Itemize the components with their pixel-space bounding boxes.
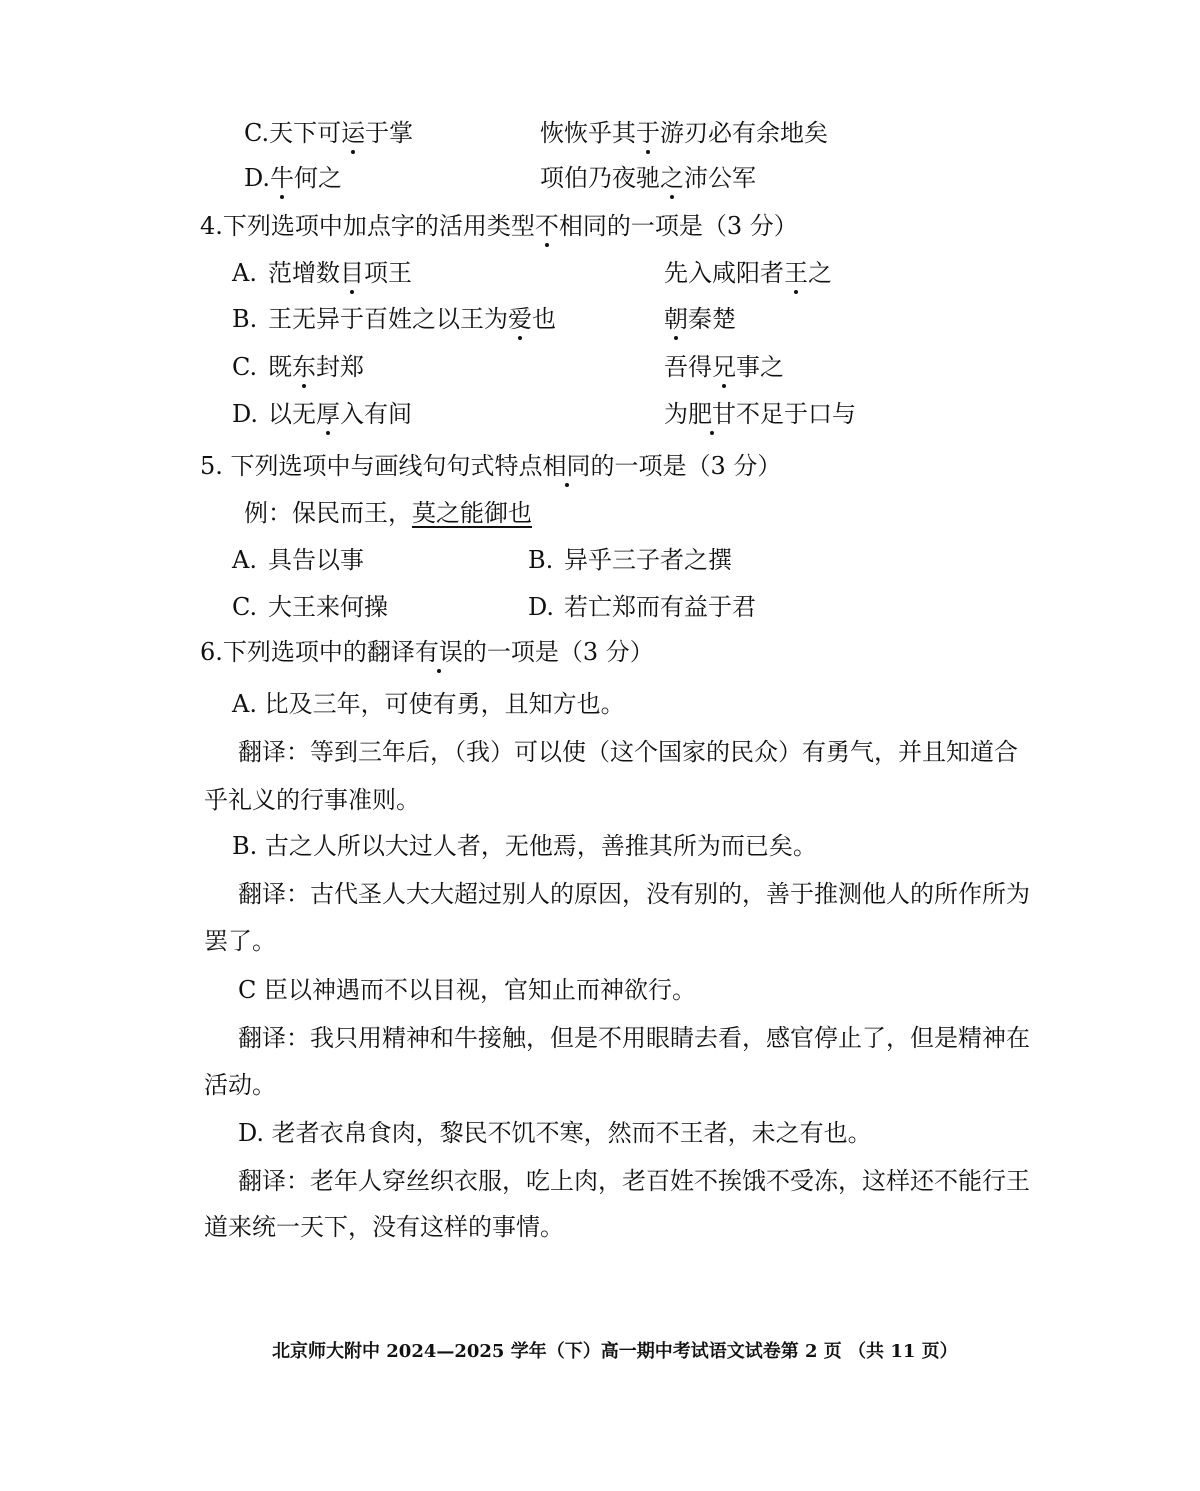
text: 封郑 (316, 353, 364, 381)
option-label: D. (528, 593, 555, 621)
text: 天下可 (269, 119, 342, 147)
text: 的一项是（3 分） (462, 638, 654, 666)
option-label: D. (244, 164, 271, 192)
q6-option-a-translation-1: 翻译：等到三年后，（我）可以使（这个国家的民众）有勇气，并且知道合 (238, 738, 1018, 766)
dotted-char: 运 (341, 119, 366, 147)
dotted-char: 相同 (542, 452, 591, 480)
q4-option-b-left (232, 304, 556, 334)
text: 吾得 (664, 353, 712, 381)
text: 5. 下列选项中与画线句句式特点 (200, 452, 543, 480)
option-label: A. (232, 546, 257, 574)
example-label: 例：保民而王， (244, 499, 412, 527)
q6-option-d-translation-1: 翻译：老年人穿丝织衣服，吃上肉，老百姓不挨饿不受冻，这样还不能行王 (238, 1167, 1030, 1195)
q4-option-c-right (664, 352, 784, 382)
text: 游刃必有余地矣 (660, 119, 828, 147)
text: 为 (664, 400, 688, 428)
q4-option-c-left (232, 352, 364, 382)
dotted-char: 肥甘 (688, 400, 736, 428)
dotted-char: 于 (636, 119, 660, 147)
option-label: C. (244, 119, 270, 147)
q4-option-b-right (664, 304, 736, 334)
dotted-char: 目 (340, 259, 364, 287)
text: 王无异于百姓之以王为 (268, 305, 508, 333)
option-label: C. (232, 353, 258, 381)
option-text: 异乎三子者之撰 (564, 546, 732, 574)
text: 项伯乃夜驰 (540, 164, 660, 192)
text: 事之 (736, 353, 784, 381)
q5-option-a (232, 545, 364, 575)
option-text: 具告以事 (268, 546, 364, 574)
q3-option-c-left (244, 118, 413, 148)
text: 4.下列选项中加点字的活用类型 (200, 212, 535, 240)
dotted-char: 王 (784, 259, 808, 287)
text: 也 (532, 305, 556, 333)
q6-option-c-translation-1: 翻译：我只用精神和牛接触，但是不用眼睛去看，感官停止了，但是精神在 (238, 1024, 1030, 1052)
q6-option-a-translation-2: 乎礼义的行事准则。 (204, 786, 420, 814)
q6-option-d-sentence: D. 老者衣帛食肉，黎民不饥不寒，然而不王者，未之有也。 (238, 1119, 872, 1147)
underlined-sentence: 莫之能御也 (412, 499, 532, 527)
text: 秦楚 (688, 305, 736, 333)
text: 既 (268, 353, 292, 381)
text: 相同的一项是（3 分） (558, 212, 798, 240)
option-label: B. (232, 305, 258, 333)
q5-option-b (528, 545, 732, 575)
dotted-char: 东 (292, 353, 316, 381)
text: 的一项是（3 分） (590, 452, 782, 480)
text: 沛公军 (684, 164, 756, 192)
dotted-char: 爱 (508, 305, 532, 333)
q4-option-d-right (664, 399, 856, 429)
page-footer: 北京师大附中 2024—2025 学年（下）高一期中考试语文试卷第 2 页 （共 11 页） (272, 1341, 958, 1362)
q4-option-a-right (664, 258, 832, 288)
text: 入有间 (340, 400, 412, 428)
q6-stem (200, 637, 654, 667)
q3-option-d-left (244, 163, 342, 193)
q4-option-d-left (232, 399, 412, 429)
text: 以无 (268, 400, 316, 428)
q6-option-b-translation-2: 罢了。 (204, 927, 276, 955)
q5-stem (200, 451, 781, 481)
q6-option-b-sentence: B. 古之人所以大过人者，无他焉，善推其所为而已矣。 (232, 832, 817, 860)
text: 范增数 (268, 259, 340, 287)
option-text: 大王来何操 (268, 593, 388, 621)
dotted-char: 朝 (664, 305, 688, 333)
q4-option-a-left (232, 258, 412, 288)
option-label: C. (232, 593, 258, 621)
text: 何之 (294, 164, 343, 192)
option-text: 若亡郑而有益于君 (564, 593, 756, 621)
text: 于掌 (365, 119, 414, 147)
q3-option-d-right (540, 163, 756, 193)
q6-option-d-translation-2: 道来统一天下，没有这样的事情。 (204, 1213, 564, 1241)
option-label: D. (232, 400, 259, 428)
q5-example (244, 498, 532, 528)
q6-option-a-sentence: A. 比及三年，可使有勇，且知方也。 (232, 690, 625, 718)
q6-option-c-translation-2: 活动。 (204, 1071, 276, 1099)
dotted-char: 兄 (712, 353, 736, 381)
option-label: A. (232, 259, 257, 287)
dotted-char: 之 (660, 164, 684, 192)
q4-stem (200, 211, 798, 241)
q5-option-d (528, 592, 756, 622)
dotted-char: 牛 (270, 164, 295, 192)
text: 恢恢乎其 (540, 119, 636, 147)
q6-option-c-sentence: C 臣以神遇而不以目视，官知止而神欲行。 (238, 976, 696, 1004)
option-label: B. (528, 546, 554, 574)
text: 不足于口与 (736, 400, 856, 428)
q3-option-c-right (540, 118, 828, 148)
text: 6.下列选项中的翻译 (200, 638, 415, 666)
q6-option-b-translation-1: 翻译：古代圣人大大超过别人的原因，没有别的，善于推测他人的所作所为 (238, 880, 1030, 908)
dotted-char: 厚 (316, 400, 340, 428)
text: 之 (808, 259, 832, 287)
text: 项王 (364, 259, 412, 287)
text: 先入咸阳者 (664, 259, 784, 287)
q5-option-c (232, 592, 388, 622)
dotted-char: 不 (534, 212, 559, 240)
dotted-char: 有误 (414, 638, 463, 666)
